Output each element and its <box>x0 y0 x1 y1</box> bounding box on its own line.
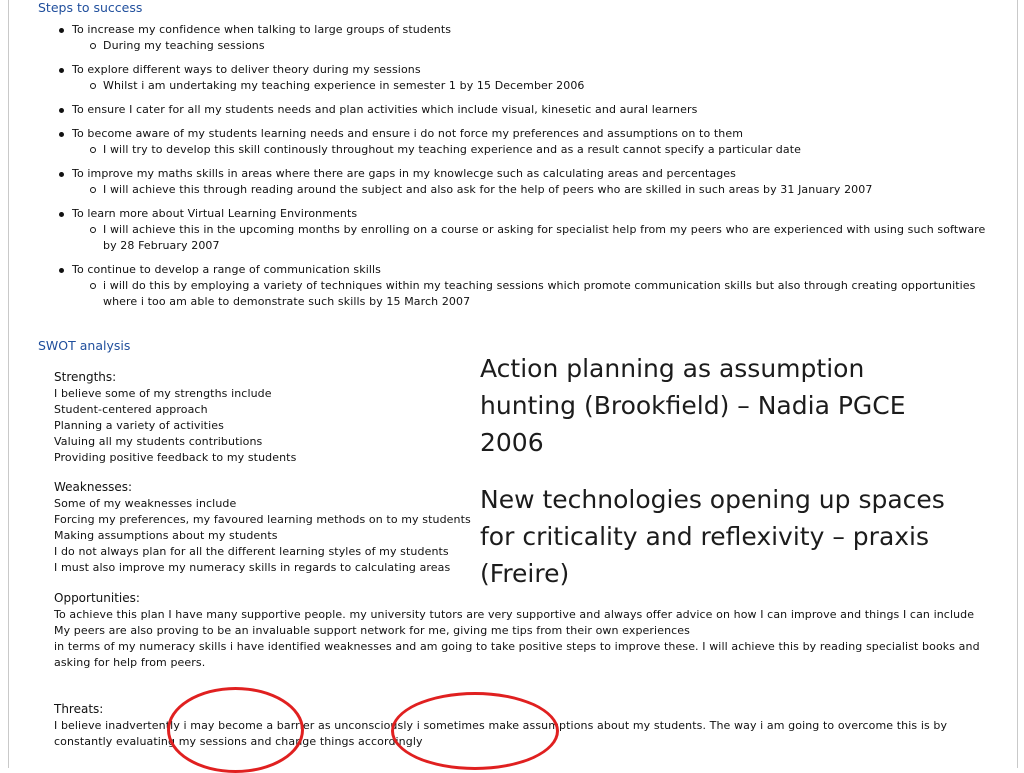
strengths-line: I believe some of my strengths include <box>54 387 272 400</box>
opportunities-line: My peers are also proving to be an invaluable support network for me, giving me tips from their own experiences <box>54 624 690 637</box>
goal-text: To learn more about Virtual Learning Environments <box>58 206 993 222</box>
threats-title: Threats: <box>54 702 104 716</box>
goal-item <box>58 166 993 198</box>
swot-strengths <box>54 369 296 466</box>
opportunities-line: in terms of my numeracy skills i have identified weaknesses and am going to take positive steps to improve these. I will achieve this by reading specialist books and asking for help from peers. <box>54 640 980 669</box>
goal-text: To improve my maths skills in areas where there are gaps in my knowlecge such as calculating areas and percentages <box>58 166 993 182</box>
goal-text: To continue to develop a range of communication skills <box>58 262 993 278</box>
goal-item <box>58 262 993 310</box>
goal-item <box>58 126 993 158</box>
swot-weaknesses <box>54 479 471 576</box>
strengths-line: Valuing all my students contributions <box>54 435 263 448</box>
goal-item <box>58 206 993 254</box>
opportunities-title: Opportunities: <box>54 591 140 605</box>
swot-heading: SWOT analysis <box>38 338 131 353</box>
goal-detail: i will do this by employing a variety of techniques within my teaching sessions which promote communication skills but also through creating opportunities where i too am able to demonstrate such skills by 15 March 2007 <box>90 278 993 310</box>
goal-detail: I will achieve this in the upcoming months by enrolling on a course or asking for specialist help from my peers who are experienced with using such software by 28 February 2007 <box>90 222 993 254</box>
goal-item <box>58 22 993 54</box>
strengths-title: Strengths: <box>54 370 117 384</box>
goal-detail: During my teaching sessions <box>90 38 993 54</box>
goal-text: To become aware of my students learning needs and ensure i do not force my preferences and assumptions on to them <box>58 126 993 142</box>
swot-opportunities <box>54 590 992 671</box>
goal-detail: I will achieve this through reading around the subject and also ask for the help of peers who are skilled in such areas by 31 January 2007 <box>90 182 993 198</box>
weaknesses-line: I must also improve my numeracy skills in regards to calculating areas <box>54 561 451 574</box>
opportunities-line: To achieve this plan I have many supportive people. my university tutors are very supportive and always offer advice on how I can improve and things I can include <box>54 608 975 621</box>
strengths-line: Planning a variety of activities <box>54 419 224 432</box>
weaknesses-line: I do not always plan for all the different learning styles of my students <box>54 545 449 558</box>
annotation-circle <box>167 687 304 773</box>
strengths-line: Student-centered approach <box>54 403 208 416</box>
goal-detail: Whilst i am undertaking my teaching experience in semester 1 by 15 December 2006 <box>90 78 993 94</box>
weaknesses-line: Some of my weaknesses include <box>54 497 237 510</box>
weaknesses-title: Weaknesses: <box>54 480 133 494</box>
goal-detail: I will try to develop this skill continously throughout my teaching experience and as a result cannot specify a particular date <box>90 142 993 158</box>
goal-item <box>58 102 993 118</box>
threats-line: I believe inadvertently i may become a barrier as unconsciously i sometimes make assumptions about my students. The way i am going to overcome this is by constantly evaluating my sessions and change things accordingly <box>54 719 948 748</box>
goals-list <box>58 22 993 318</box>
weaknesses-line: Making assumptions about my students <box>54 529 278 542</box>
annotation-circle <box>391 692 559 770</box>
weaknesses-line: Forcing my preferences, my favoured learning methods on to my students <box>54 513 471 526</box>
overlay-paragraph-new-technologies: New technologies opening up spaces for criticality and reflexivity – praxis (Freire) <box>480 485 945 588</box>
strengths-line: Providing positive feedback to my students <box>54 451 297 464</box>
steps-heading: Steps to success <box>38 0 143 15</box>
goal-text: To ensure I cater for all my students needs and plan activities which include visual, kinesetic and aural learners <box>58 102 993 118</box>
goal-text: To explore different ways to deliver theory during my sessions <box>58 62 993 78</box>
overlay-paragraph-assumption-hunting: Action planning as assumption hunting (Brookfield) – Nadia PGCE 2006 <box>480 354 906 457</box>
goal-item <box>58 62 993 94</box>
goal-text: To increase my confidence when talking to large groups of students <box>58 22 993 38</box>
